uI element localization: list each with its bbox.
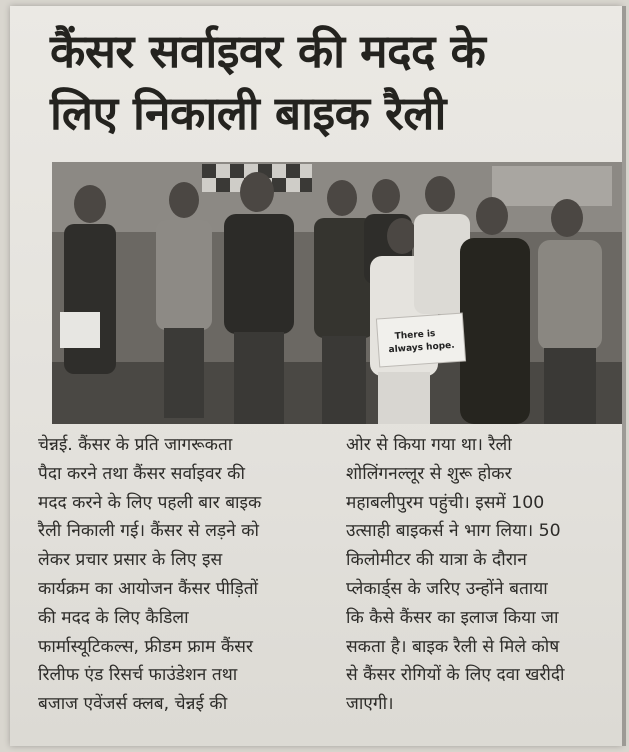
news-photo xyxy=(52,162,622,424)
headline-line-2: लिए निकाली बाइक रैली xyxy=(50,86,446,140)
body-line: से कैंसर रोगियों के लिए दवा खरीदी xyxy=(346,665,565,686)
placard-text-2: always hope. xyxy=(388,340,456,356)
body-line: प्लेकार्ड्स के जरिए उन्होंने बताया xyxy=(346,578,548,599)
body-line: शोलिंगनल्लूर से शुरू होकर xyxy=(346,463,512,484)
body-line: ओर से किया गया था। रैली xyxy=(346,435,512,455)
body-line: मदद करने के लिए पहली बार बाइक xyxy=(38,492,262,513)
body-line: बजाज एवेंजर्स क्लब, चेन्नई की xyxy=(38,694,228,715)
body-line: कार्यक्रम का आयोजन कैंसर पीड़ितों xyxy=(38,578,259,599)
body-line: लेकर प्रचार प्रसार के लिए इस xyxy=(38,550,223,571)
article-column-right xyxy=(346,431,628,719)
body-line: चेन्नई. कैंसर के प्रति जागरूकता xyxy=(38,435,233,455)
event-banner xyxy=(492,166,612,206)
body-line: की मदद के लिए कैडिला xyxy=(38,607,189,628)
placard-text-1: There is xyxy=(394,328,436,342)
body-line: जाएगी। xyxy=(346,694,394,715)
body-line: रैली निकाली गई। कैंसर से लड़ने को xyxy=(38,521,259,542)
body-line: कि कैसे कैंसर का इलाज किया जा xyxy=(346,607,559,628)
body-line: पैदा करने तथा कैंसर सर्वाइवर की xyxy=(38,463,245,484)
body-line: उत्साही बाइकर्स ने भाग लिया। 50 xyxy=(346,521,561,542)
body-line: फार्मास्यूटिकल्स, फ्रीडम फ्राम कैंसर xyxy=(38,636,254,657)
body-line: सकता है। बाइक रैली से मिले कोष xyxy=(346,636,560,657)
body-line: रिलीफ एंड रिसर्च फाउंडेशन तथा xyxy=(38,665,238,686)
headline-line-1: कैंसर सर्वाइवर की मदद के xyxy=(50,24,486,78)
body-line: किलोमीटर की यात्रा के दौरान xyxy=(346,550,527,571)
body-line: महाबलीपुरम पहुंची। इसमें 100 xyxy=(346,492,545,513)
newspaper-clipping xyxy=(10,6,622,746)
article-column-left xyxy=(38,431,328,719)
headline xyxy=(50,20,610,144)
group-photo-illustration xyxy=(52,162,622,424)
